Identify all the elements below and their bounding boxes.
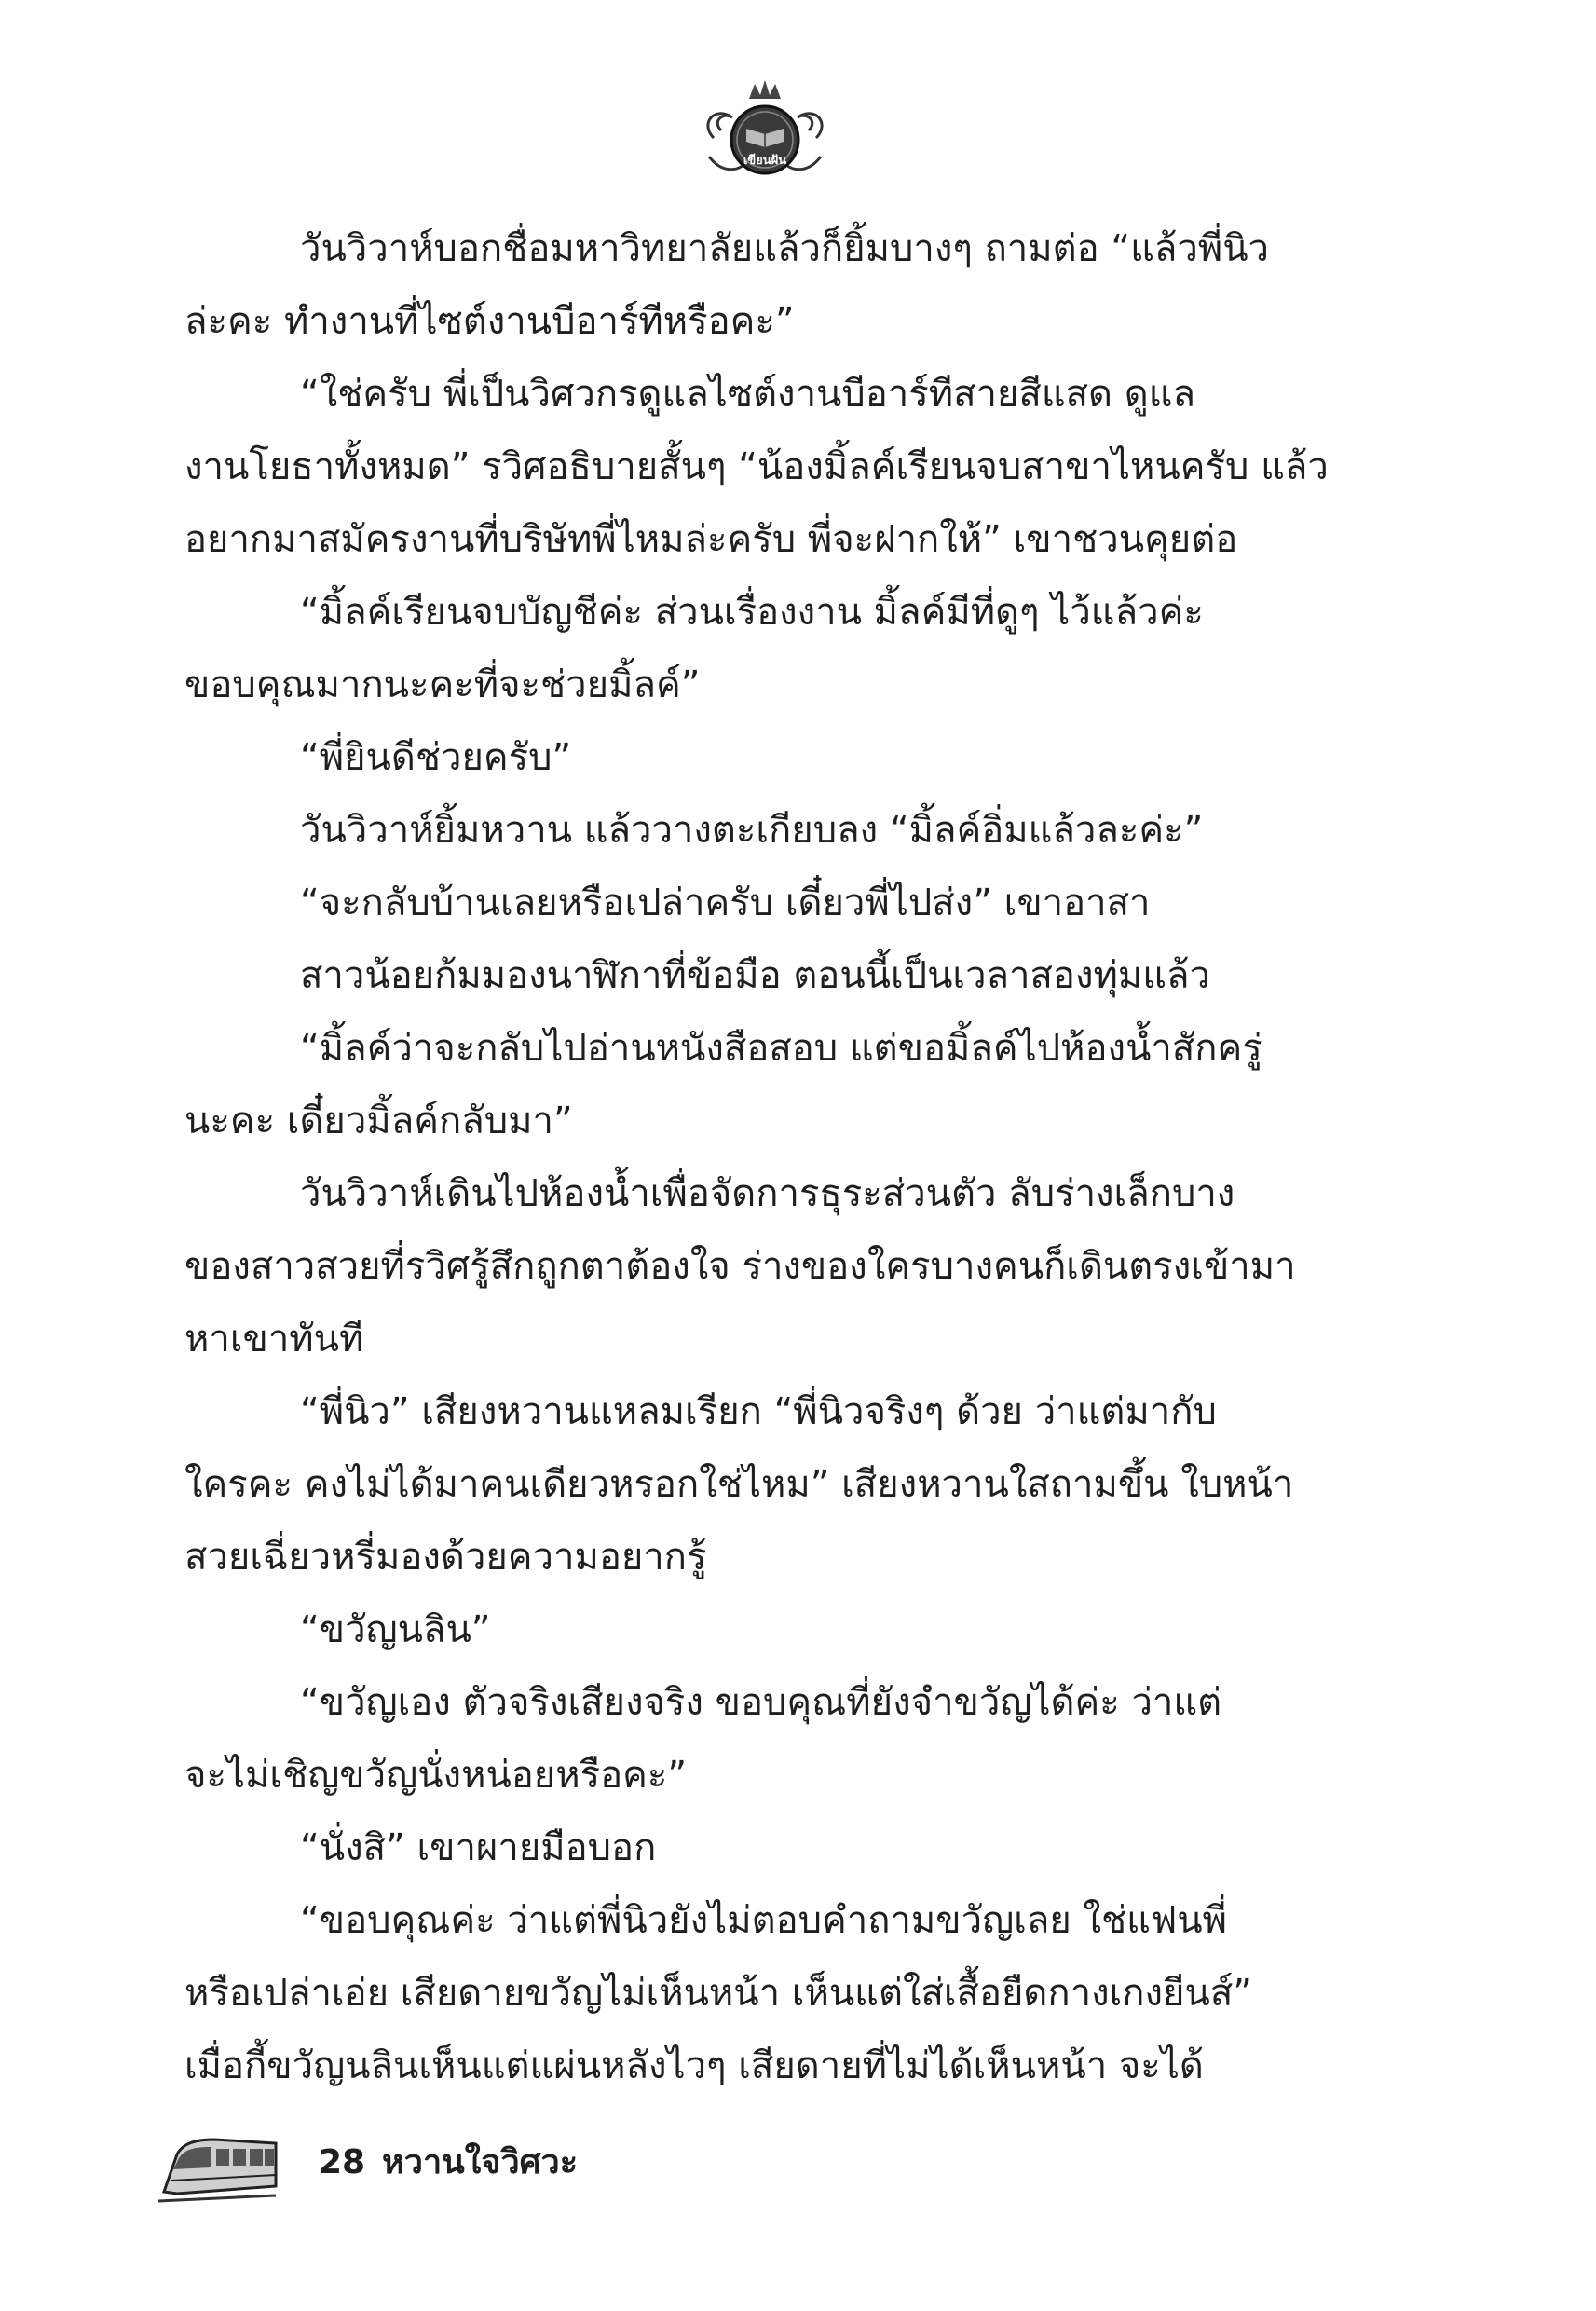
text-line: นะคะ เดี๋ยวมิ้ลค์กลับมา” (184, 1100, 573, 1142)
book-title: หวานใจวิศวะ (382, 2143, 579, 2181)
text-line: สาวน้อยก้มมองนาฬิกาที่ข้อมือ ตอนนี้เป็นเวลาสองทุ่มแล้ว (300, 954, 1210, 997)
text-line: สวยเฉี่ยวหรี่มองด้วยความอยากรู้ (184, 1536, 707, 1579)
ornamental-crest-icon (695, 73, 835, 185)
text-line: หรือเปล่าเอ่ย เสียดายขวัญไม่เห็นหน้า เห็นแต่ใส่เสื้อยืดกางเกงยีนส์” (184, 1972, 1252, 2015)
text-line: ขอบคุณมากนะคะที่จะช่วยมิ้ลค์” (184, 663, 701, 706)
text-line: “พี่นิว” เสียงหวานแหลมเรียก “พี่นิวจริงๆ ด้วย ว่าแต่มากับ (300, 1390, 1217, 1433)
text-line: หาเขาทันที (184, 1318, 364, 1361)
text-line: จะไม่เชิญขวัญนั่งหน่อยหรือคะ” (184, 1754, 688, 1797)
page-footer (158, 2115, 811, 2218)
train-icon (158, 2115, 280, 2208)
logo-text: เขียนฝัน (743, 154, 787, 168)
text-line: ล่ะคะ ทำงานที่ไซต์งานบีอาร์ทีหรือคะ” (184, 300, 795, 343)
text-line: “จะกลับบ้านเลยหรือเปล่าครับ เดี๋ยวพี่ไปส่ง” เขาอาสา (300, 882, 1151, 924)
text-line: “ขวัญนลิน” (300, 1608, 491, 1651)
text-line: อยากมาสมัครงานที่บริษัทพี่ไหมล่ะครับ พี่จะฝากให้” เขาชวนคุยต่อ (184, 518, 1238, 561)
text-line: วันวิวาห์ยิ้มหวาน แล้ววางตะเกียบลง “มิ้ลค์อิ่มแล้วละค่ะ” (300, 809, 1204, 852)
body-text (184, 212, 1329, 2102)
text-line: ของสาวสวยที่รวิศรู้สึกถูกตาต้องใจ ร่างของใครบางคนก็เดินตรงเข้ามา (184, 1245, 1296, 1288)
text-line: “นั่งสิ” เขาผายมือบอก (300, 1826, 657, 1869)
text-line: “พี่ยินดีช่วยครับ” (300, 736, 572, 779)
text-line: “มิ้ลค์ว่าจะกลับไปอ่านหนังสือสอบ แต่ขอมิ้ลค์ไปห้องน้ำสักครู่ (300, 1027, 1262, 1070)
text-line: “ใช่ครับ พี่เป็นวิศวกรดูแลไซต์งานบีอาร์ทีสายสีแสด ดูแล (300, 373, 1195, 416)
text-line: “ขวัญเอง ตัวจริงเสียงจริง ขอบคุณที่ยังจำขวัญได้ค่ะ ว่าแต่ (300, 1681, 1222, 1724)
text-line: “ขอบคุณค่ะ ว่าแต่พี่นิวยังไม่ตอบคำถามขวัญเลย ใช่แฟนพี่ (300, 1899, 1227, 1942)
text-line: เมื่อกี้ขวัญนลินเห็นแต่แผ่นหลังไวๆ เสียดายที่ไม่ได้เห็นหน้า จะได้ (184, 2044, 1204, 2087)
text-line: วันวิวาห์เดินไปห้องน้ำเพื่อจัดการธุระส่วนตัว ลับร่างเล็กบาง (300, 1172, 1235, 1215)
text-line: “มิ้ลค์เรียนจบบัญชีค่ะ ส่วนเรื่องงาน มิ้ลค์มีที่ดูๆ ไว้แล้วค่ะ (300, 591, 1204, 634)
text-line: งานโยธาทั้งหมด” รวิศอธิบายสั้นๆ “น้องมิ้ลค์เรียนจบสาขาไหนครับ แล้ว (184, 445, 1329, 488)
text-line: ใครคะ คงไม่ได้มาคนเดียวหรอกใช่ไหม” เสียงหวานใสถามขึ้น ใบหน้า (184, 1463, 1294, 1506)
header-logo (695, 73, 835, 185)
text-line: วันวิวาห์บอกชื่อมหาวิทยาลัยแล้วก็ยิ้มบางๆ ถามต่อ “แล้วพี่นิว (300, 227, 1269, 270)
page-number: 28 (319, 2143, 366, 2181)
